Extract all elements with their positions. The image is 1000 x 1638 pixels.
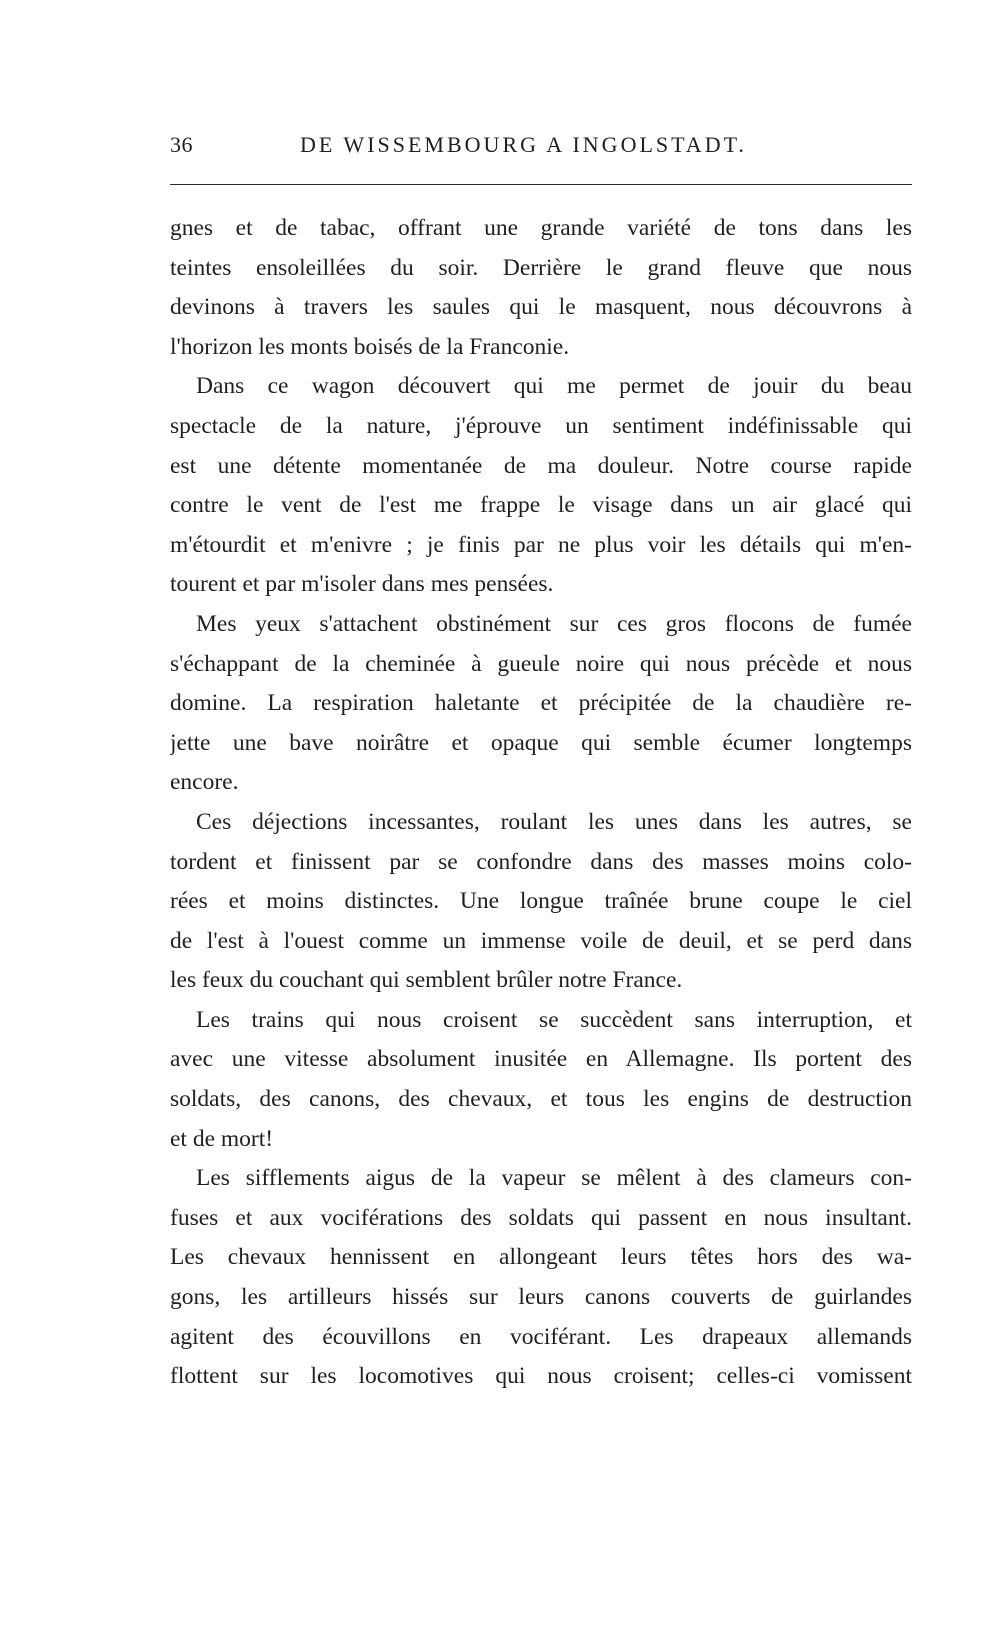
text-line: devinons à travers les saules qui le masquent, nous découvrons à: [170, 294, 912, 321]
text-line: Les trains qui nous croisent se succèdent sans interruption, et: [196, 1006, 912, 1033]
text-line: tourent et par m'isoler dans mes pensées.: [170, 571, 554, 598]
page-header: [170, 128, 912, 168]
text-line: jette une bave noirâtre et opaque qui semble écumer longtemps: [170, 729, 912, 756]
text-line: fuses et aux vociférations des soldats qui passent en nous insultant.: [170, 1204, 912, 1231]
text-line: domine. La respiration haletante et précipitée de la chaudière re-: [170, 690, 912, 717]
text-line: s'échappant de la cheminée à gueule noire qui nous précède et nous: [170, 650, 912, 677]
text-line: teintes ensoleillées du soir. Derrière le grand fleuve que nous: [170, 254, 912, 281]
text-line: agitent des écouvillons en vociférant. Les drapeaux allemands: [170, 1323, 912, 1350]
text-line: soldats, des canons, des chevaux, et tous les engins de destruction: [170, 1086, 912, 1113]
text-line: Ces déjections incessantes, roulant les unes dans les autres, se: [196, 808, 912, 835]
text-line: de l'est à l'ouest comme un immense voile de deuil, et se perd dans: [170, 927, 912, 954]
body-text: [170, 209, 912, 1397]
text-line: l'horizon les monts boisés de la Franconie.: [170, 333, 570, 360]
text-line: et de mort!: [170, 1125, 274, 1152]
header-rule: [170, 184, 912, 185]
text-line: tordent et finissent par se confondre dans des masses moins colo-: [170, 848, 912, 875]
text-line: encore.: [170, 769, 239, 796]
text-line: Les sifflements aigus de la vapeur se mêlent à des clameurs con-: [196, 1165, 912, 1192]
text-line: spectacle de la nature, j'éprouve un sentiment indéfinissable qui: [170, 412, 912, 439]
text-line: Mes yeux s'attachent obstinément sur ces gros flocons de fumée: [196, 610, 912, 637]
text-line: m'étourdit et m'enivre ; je finis par ne plus voir les détails qui m'en-: [170, 531, 912, 558]
text-line: Dans ce wagon découvert qui me permet de jouir du beau: [196, 373, 912, 400]
running-title: DE WISSEMBOURG A INGOLSTADT.: [300, 132, 747, 157]
text-line: avec une vitesse absolument inusitée en Allemagne. Ils portent des: [170, 1046, 912, 1073]
text-line: gons, les artilleurs hissés sur leurs canons couverts de guirlandes: [170, 1284, 912, 1311]
text-line: est une détente momentanée de ma douleur. Notre course rapide: [170, 452, 912, 479]
text-line: flottent sur les locomotives qui nous croisent; celles-ci vomissent: [170, 1363, 912, 1390]
text-line: Les chevaux hennissent en allongeant leurs têtes hors des wa-: [170, 1244, 912, 1271]
text-line: les feux du couchant qui semblent brûler notre France.: [170, 967, 683, 994]
text-line: gnes et de tabac, offrant une grande variété de tons dans les: [170, 215, 912, 241]
text-line: contre le vent de l'est me frappe le visage dans un air glacé qui: [170, 492, 912, 519]
page-number: 36: [170, 132, 193, 157]
text-line: rées et moins distinctes. Une longue traînée brune coupe le ciel: [170, 888, 912, 915]
